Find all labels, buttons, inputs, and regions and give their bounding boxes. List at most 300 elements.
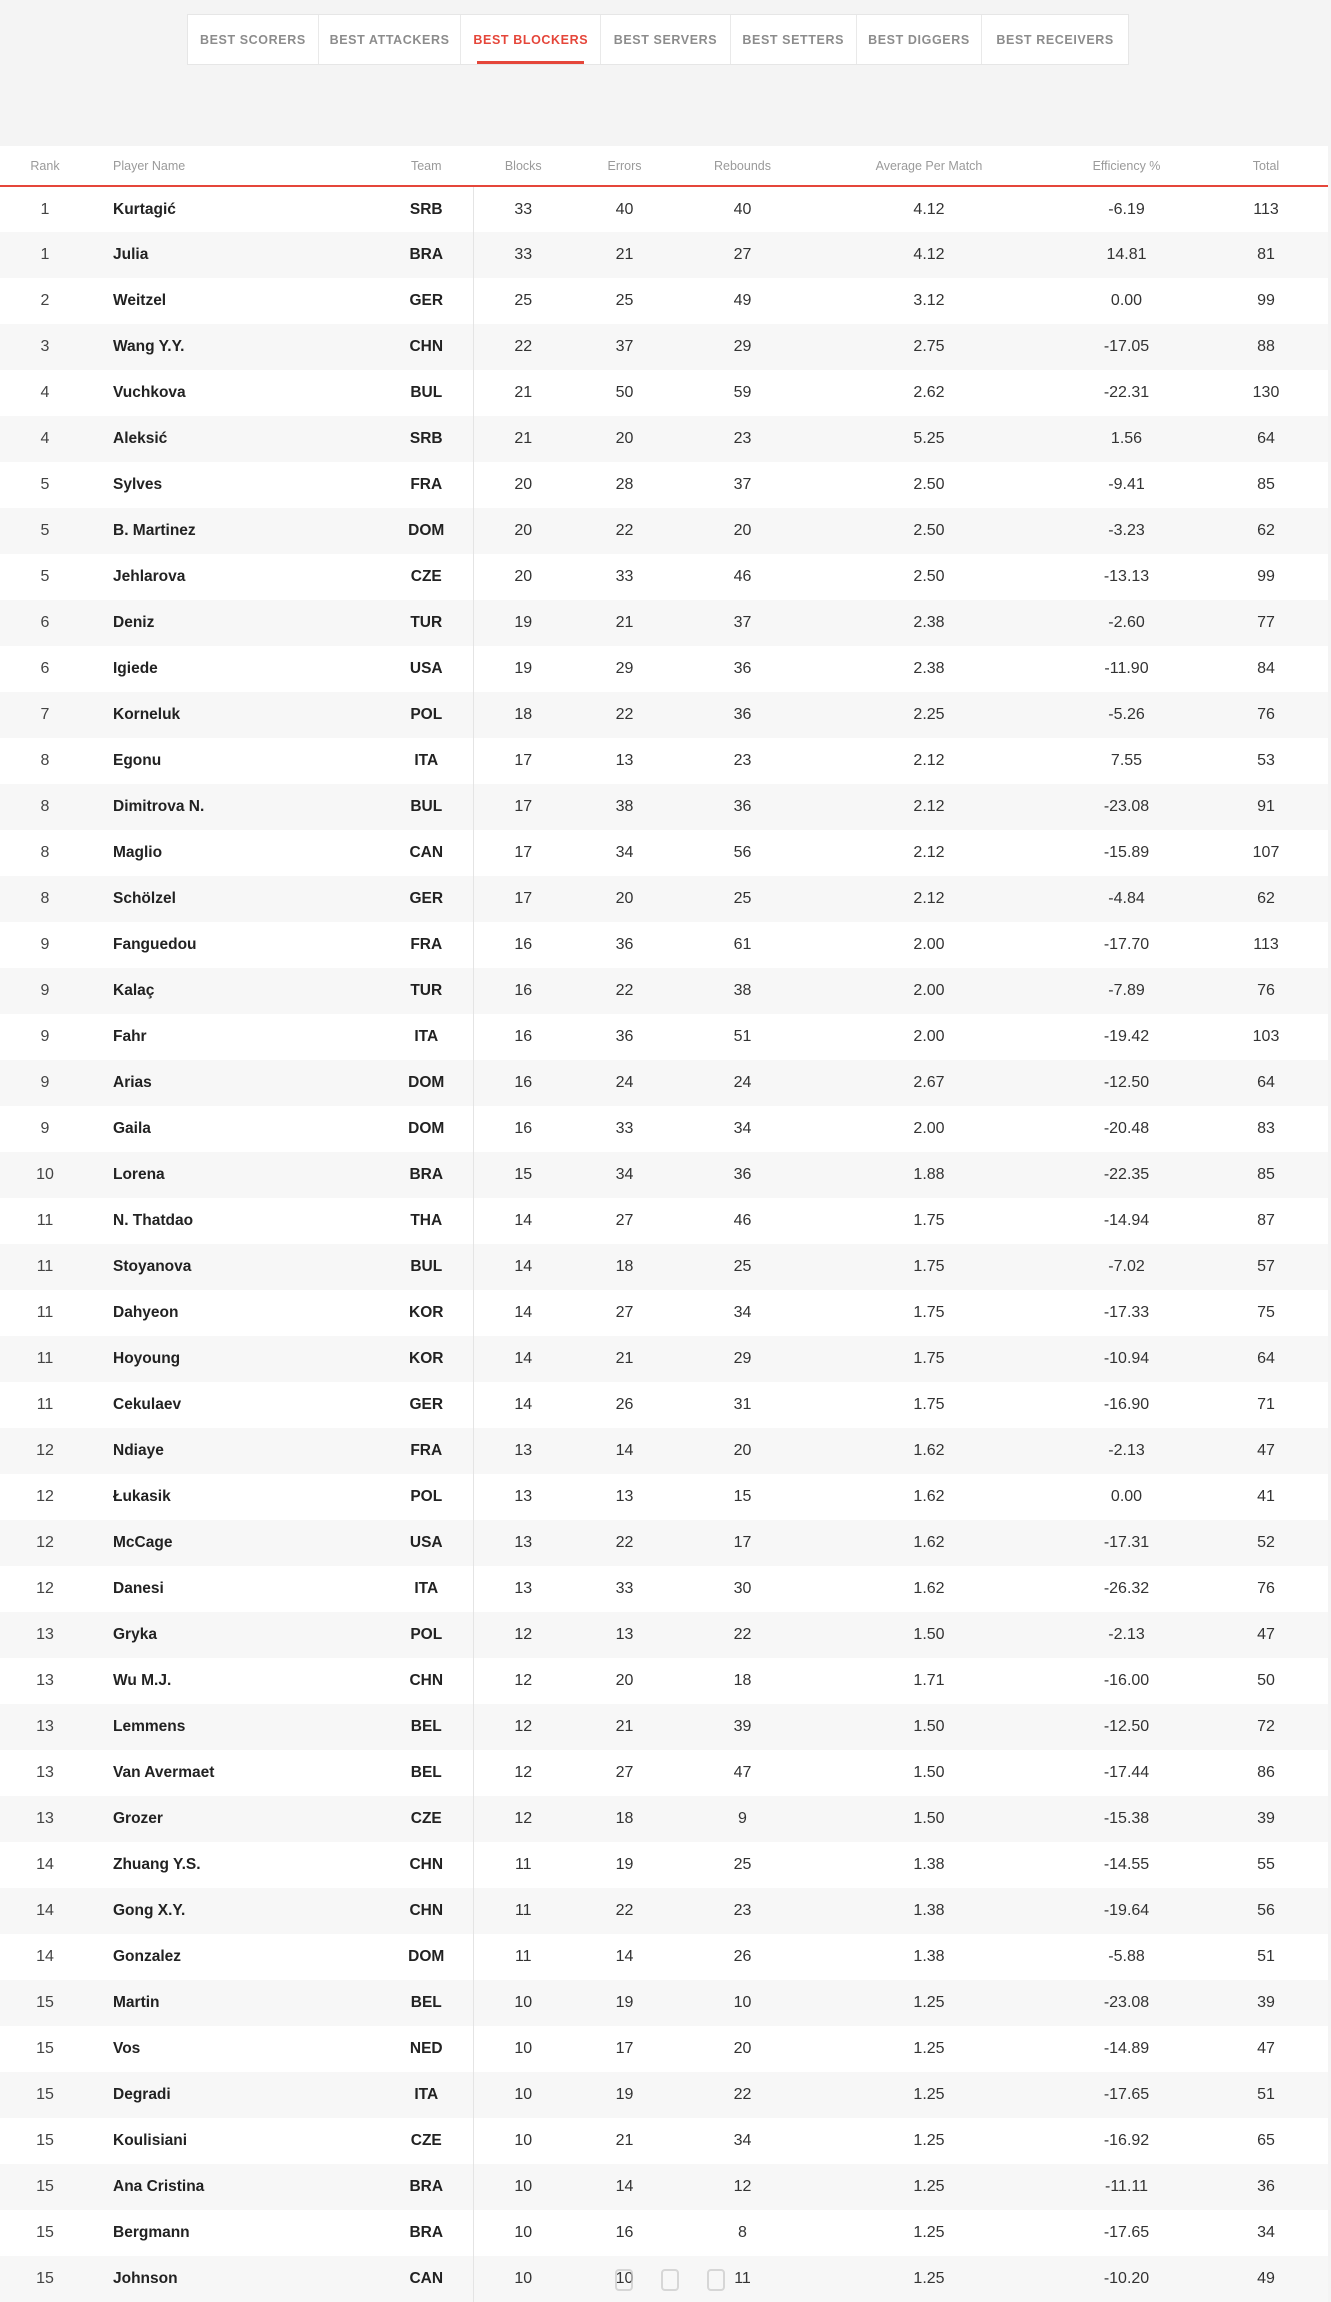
cell-rebounds: 37 [733, 476, 752, 493]
cell-player-name[interactable]: Julia [113, 246, 149, 263]
cell-blocks: 20 [514, 522, 533, 539]
table-row[interactable] [0, 462, 1328, 508]
cell-player-name[interactable]: Koulisiani [113, 2132, 188, 2149]
table-row[interactable] [0, 1290, 1328, 1336]
table-row[interactable] [0, 876, 1328, 922]
tab-best-blockers[interactable]: BEST BLOCKERS [461, 15, 601, 64]
cell-rebounds: 36 [733, 798, 752, 815]
cell-average-per-match: 3.12 [913, 292, 945, 309]
cell-efficiency: -11.90 [1104, 660, 1149, 677]
cell-player-name[interactable]: Kalaç [113, 982, 155, 999]
table-row[interactable] [0, 1428, 1328, 1474]
cell-errors: 16 [615, 2224, 634, 2241]
table-row[interactable] [0, 1750, 1328, 1796]
table-row[interactable] [0, 1658, 1328, 1704]
cell-average-per-match: 2.00 [913, 1120, 945, 1137]
cell-total: 99 [1257, 568, 1275, 585]
cell-rank: 15 [36, 2224, 54, 2241]
cell-player-name[interactable]: Lorena [113, 1166, 165, 1183]
cell-average-per-match: 2.50 [913, 568, 945, 585]
cell-player-name[interactable]: Hoyoung [113, 1350, 181, 1367]
cell-rank: 11 [36, 1304, 54, 1321]
cell-blocks: 12 [514, 1810, 533, 1827]
cell-rebounds: 25 [733, 1856, 752, 1873]
cell-total: 64 [1257, 1350, 1275, 1367]
cell-player-name[interactable]: McCage [113, 1534, 173, 1551]
tab-best-diggers[interactable]: BEST DIGGERS [857, 15, 983, 64]
cell-rebounds: 29 [733, 1350, 752, 1367]
cell-team: SRB [380, 416, 473, 462]
cell-player-name[interactable]: Stoyanova [113, 1258, 192, 1275]
table-row[interactable] [0, 416, 1328, 462]
table-row[interactable] [0, 1244, 1328, 1290]
cell-efficiency: -17.05 [1103, 338, 1150, 355]
cell-blocks: 10 [514, 2086, 533, 2103]
table-row[interactable] [0, 1520, 1328, 1566]
cell-player-name[interactable]: Dimitrova N. [113, 798, 205, 815]
cell-blocks: 14 [514, 1350, 533, 1367]
cell-average-per-match: 1.75 [913, 1350, 945, 1367]
cell-average-per-match: 2.62 [913, 384, 945, 401]
cell-blocks: 14 [514, 1304, 533, 1321]
cell-total: 86 [1257, 1764, 1275, 1781]
cell-average-per-match: 1.50 [913, 1764, 945, 1781]
cell-rebounds: 61 [733, 936, 752, 953]
cell-player-name[interactable]: Maglio [113, 844, 163, 861]
table-row[interactable] [0, 1796, 1328, 1842]
cell-blocks: 33 [514, 246, 533, 263]
cell-team: DOM [380, 508, 473, 554]
cell-errors: 29 [615, 660, 634, 677]
cell-player-name[interactable]: Wu M.J. [113, 1672, 172, 1689]
cell-blocks: 10 [514, 1994, 533, 2011]
cell-total: 49 [1257, 2270, 1275, 2287]
table-row[interactable] [0, 830, 1328, 876]
cell-rank: 11 [36, 1350, 54, 1367]
cell-errors: 37 [615, 338, 634, 355]
cell-rank: 11 [36, 1258, 54, 1275]
cell-total: 71 [1257, 1396, 1275, 1413]
cell-rebounds: 8 [738, 2224, 747, 2241]
cell-rebounds: 39 [733, 1718, 752, 1735]
table-row[interactable] [0, 738, 1328, 784]
cell-team: SRB [380, 186, 473, 232]
table-row[interactable] [0, 1842, 1328, 1888]
cell-player-name[interactable]: Grozer [113, 1810, 163, 1827]
cell-blocks: 16 [514, 936, 533, 953]
cell-player-name[interactable]: Lemmens [113, 1718, 186, 1735]
cell-rebounds: 26 [733, 1948, 752, 1965]
cell-rank: 7 [40, 706, 50, 723]
cell-rank: 8 [40, 752, 50, 769]
cell-player-name[interactable]: Cekulaev [113, 1396, 182, 1413]
table-row[interactable] [0, 2072, 1328, 2118]
cell-team: BUL [380, 1244, 473, 1290]
cell-rank: 8 [40, 890, 50, 907]
cell-efficiency: 0.00 [1110, 292, 1143, 309]
cell-blocks: 18 [514, 706, 533, 723]
cell-player-name[interactable]: Arias [113, 1074, 152, 1091]
cell-player-name[interactable]: Fahr [113, 1028, 147, 1045]
cell-player-name[interactable]: N. Thatdao [113, 1212, 194, 1229]
cell-average-per-match: 1.88 [913, 1166, 945, 1183]
cell-average-per-match: 1.50 [913, 1810, 945, 1827]
header-rank[interactable]: Rank [30, 158, 60, 173]
cell-errors: 21 [615, 614, 634, 631]
cell-team: BUL [380, 784, 473, 830]
cell-rank: 11 [36, 1396, 54, 1413]
cell-blocks: 11 [514, 1948, 532, 1965]
cell-blocks: 21 [514, 430, 533, 447]
cell-errors: 20 [615, 1672, 634, 1689]
tab-best-receivers[interactable]: BEST RECEIVERS [996, 32, 1114, 47]
cell-team: BUL [380, 370, 473, 416]
table-row[interactable] [0, 2256, 1328, 2302]
cell-efficiency: -5.26 [1108, 706, 1145, 723]
cell-total: 81 [1257, 246, 1275, 263]
cell-player-name[interactable]: Schölzel [113, 890, 176, 907]
stats-category-tabs [187, 14, 1129, 65]
table-row[interactable] [0, 554, 1328, 600]
cell-rebounds: 17 [733, 1534, 752, 1551]
cell-rebounds: 36 [733, 660, 752, 677]
table-row[interactable] [0, 692, 1328, 738]
cell-errors: 33 [615, 568, 634, 585]
cell-average-per-match: 4.12 [913, 246, 945, 263]
cell-rank: 8 [40, 844, 50, 861]
cell-player-name[interactable]: Vos [113, 2040, 141, 2057]
cell-player-name[interactable]: Deniz [113, 614, 155, 631]
cell-player-name[interactable]: Danesi [113, 1580, 164, 1597]
cell-player-name[interactable]: Ana Cristina [113, 2178, 205, 2195]
cell-total: 51 [1257, 1948, 1275, 1965]
table-row[interactable] [0, 1106, 1328, 1152]
cell-efficiency: -4.84 [1108, 890, 1145, 907]
cell-efficiency: -17.65 [1103, 2086, 1150, 2103]
cell-efficiency: -19.42 [1103, 1028, 1150, 1045]
table-row[interactable] [0, 370, 1328, 416]
cell-errors: 22 [615, 522, 634, 539]
cell-player-name[interactable]: Łukasik [113, 1488, 171, 1505]
cell-team: CHN [380, 1842, 473, 1888]
table-row[interactable] [0, 1704, 1328, 1750]
cell-average-per-match: 2.25 [913, 706, 945, 723]
cell-rank: 3 [40, 338, 50, 355]
cell-player-name[interactable]: Weitzel [113, 292, 167, 309]
cell-player-name[interactable]: Zhuang Y.S. [113, 1856, 201, 1873]
cell-player-name[interactable]: Martin [113, 1994, 160, 2011]
cell-rebounds: 20 [733, 522, 752, 539]
cell-errors: 22 [615, 706, 634, 723]
cell-player-name[interactable]: B. Martinez [113, 522, 196, 539]
cell-rank: 9 [40, 982, 50, 999]
cell-team: BRA [380, 2210, 473, 2256]
cell-rebounds: 38 [733, 982, 752, 999]
cell-average-per-match: 1.25 [913, 2270, 945, 2287]
cell-efficiency: -17.33 [1103, 1304, 1150, 1321]
cell-efficiency: -14.94 [1103, 1212, 1150, 1229]
cell-player-name[interactable]: Fanguedou [113, 936, 197, 953]
header-team[interactable]: Team [410, 158, 442, 173]
cell-blocks: 17 [514, 752, 533, 769]
table-row[interactable] [0, 1888, 1328, 1934]
header-average-per-match[interactable]: Average Per Match [875, 158, 983, 173]
cell-blocks: 17 [514, 798, 533, 815]
cell-efficiency: -16.00 [1103, 1672, 1150, 1689]
cell-team: THA [380, 1198, 473, 1244]
cell-average-per-match: 1.25 [913, 2178, 945, 2195]
cell-average-per-match: 2.00 [913, 936, 945, 953]
cell-blocks: 10 [514, 2040, 533, 2057]
cell-team: TUR [380, 600, 473, 646]
cell-team: BEL [380, 1980, 473, 2026]
cell-efficiency: -11.11 [1105, 2178, 1148, 2195]
cell-team: CZE [380, 1796, 473, 1842]
cell-average-per-match: 1.25 [913, 2086, 945, 2103]
cell-efficiency: -14.89 [1103, 2040, 1150, 2057]
cell-average-per-match: 2.67 [913, 1074, 945, 1091]
table-row[interactable] [0, 232, 1328, 278]
cell-errors: 14 [615, 1948, 634, 1965]
table-row[interactable] [0, 600, 1328, 646]
cell-total: 55 [1257, 1856, 1275, 1873]
cell-rank: 14 [36, 1856, 54, 1873]
cell-rank: 6 [40, 614, 50, 631]
cell-team: POL [380, 1612, 473, 1658]
table-row[interactable] [0, 1014, 1328, 1060]
table-row[interactable] [0, 968, 1328, 1014]
cell-total: 65 [1257, 2132, 1275, 2149]
header-blocks[interactable]: Blocks [504, 158, 542, 173]
cell-efficiency: -15.89 [1103, 844, 1150, 861]
cell-efficiency: -14.55 [1103, 1856, 1150, 1873]
table-row[interactable] [0, 784, 1328, 830]
cell-rebounds: 25 [733, 890, 752, 907]
cell-average-per-match: 1.25 [913, 1994, 945, 2011]
cell-blocks: 12 [514, 1626, 533, 1643]
table-row[interactable] [0, 646, 1328, 692]
cell-total: 41 [1257, 1488, 1275, 1505]
cell-errors: 27 [615, 1304, 634, 1321]
cell-total: 64 [1257, 1074, 1275, 1091]
cell-errors: 18 [615, 1810, 634, 1827]
header-rebounds[interactable]: Rebounds [714, 158, 771, 173]
cell-rank: 1 [40, 246, 50, 263]
cell-blocks: 15 [514, 1166, 533, 1183]
cell-efficiency: -2.13 [1108, 1626, 1145, 1643]
cell-team: FRA [380, 922, 473, 968]
cell-total: 77 [1257, 614, 1275, 631]
cell-errors: 34 [615, 1166, 634, 1183]
cell-player-name[interactable]: Vuchkova [113, 384, 186, 401]
table-row[interactable] [0, 1474, 1328, 1520]
cell-average-per-match: 1.75 [913, 1212, 945, 1229]
cell-rebounds: 56 [733, 844, 752, 861]
cell-player-name[interactable]: Gonzalez [113, 1948, 182, 1965]
cell-rebounds: 23 [733, 1902, 752, 1919]
cell-rank: 15 [36, 2040, 54, 2057]
cell-player-name[interactable]: Igiede [113, 660, 158, 677]
cell-errors: 14 [615, 2178, 634, 2195]
cell-rebounds: 46 [733, 1212, 752, 1229]
tab-best-servers[interactable]: BEST SERVERS [601, 15, 731, 64]
cell-errors: 33 [615, 1580, 634, 1597]
cell-rank: 6 [40, 660, 50, 677]
cell-efficiency: -26.32 [1103, 1580, 1150, 1597]
cell-average-per-match: 1.25 [913, 2224, 945, 2241]
cell-rank: 9 [40, 1120, 50, 1137]
cell-efficiency: -6.19 [1108, 200, 1145, 218]
cell-player-name[interactable]: Gaila [113, 1120, 151, 1137]
cell-rebounds: 34 [733, 1304, 752, 1321]
cell-efficiency: -19.64 [1103, 1902, 1150, 1919]
cell-team: DOM [380, 1106, 473, 1152]
cell-player-name[interactable]: Bergmann [113, 2224, 190, 2241]
cell-total: 36 [1257, 2178, 1275, 2195]
cell-player-name[interactable]: Sylves [113, 476, 163, 493]
cell-player-name[interactable]: Gryka [113, 1626, 157, 1643]
cell-errors: 21 [615, 1718, 634, 1735]
cell-rank: 12 [36, 1442, 54, 1459]
cell-rebounds: 22 [733, 2086, 752, 2103]
cell-team: USA [380, 646, 473, 692]
cell-rank: 1 [40, 200, 50, 218]
table-row[interactable] [0, 1336, 1328, 1382]
table-row[interactable] [0, 1382, 1328, 1428]
cell-team: POL [380, 1474, 473, 1520]
table-row[interactable] [0, 1612, 1328, 1658]
table-row[interactable] [0, 1152, 1328, 1198]
cell-team: CHN [380, 1658, 473, 1704]
cell-blocks: 19 [514, 614, 533, 631]
cell-errors: 13 [615, 752, 634, 769]
table-row[interactable] [0, 324, 1328, 370]
cell-team: ITA [380, 738, 473, 784]
cell-team: CAN [380, 830, 473, 876]
table-row[interactable] [0, 2210, 1328, 2256]
cell-rank: 2 [40, 292, 50, 309]
cell-errors: 27 [615, 1212, 634, 1229]
header-efficiency[interactable]: Efficiency % [1092, 158, 1161, 173]
cell-errors: 22 [615, 1902, 634, 1919]
cell-efficiency: -17.44 [1103, 1764, 1150, 1781]
header-errors[interactable]: Errors [607, 158, 642, 173]
cell-blocks: 11 [514, 1856, 532, 1873]
cell-errors: 17 [615, 2040, 634, 2057]
cell-rank: 13 [36, 1626, 54, 1643]
cell-total: 83 [1257, 1120, 1275, 1137]
cell-rank: 14 [36, 1948, 54, 1965]
cell-errors: 36 [615, 936, 634, 953]
cell-rebounds: 31 [733, 1396, 752, 1413]
table-row[interactable] [0, 1060, 1328, 1106]
cell-rank: 13 [36, 1672, 54, 1689]
header-player-name[interactable]: Player Name [113, 158, 186, 173]
cell-player-name[interactable]: Degradi [113, 2086, 171, 2103]
cell-team: ITA [380, 1014, 473, 1060]
cell-average-per-match: 1.50 [913, 1626, 945, 1643]
table-row[interactable] [0, 922, 1328, 968]
cell-team: ITA [380, 1566, 473, 1612]
cell-rebounds: 36 [733, 706, 752, 723]
cell-errors: 50 [615, 384, 634, 401]
tab-best-attackers[interactable]: BEST ATTACKERS [319, 15, 462, 64]
cell-player-name[interactable]: Kurtagić [113, 200, 176, 218]
cell-team: CHN [380, 1888, 473, 1934]
table-row[interactable] [0, 1566, 1328, 1612]
cell-total: 113 [1253, 200, 1279, 218]
table-row[interactable] [0, 2026, 1328, 2072]
cell-total: 87 [1257, 1212, 1275, 1229]
cell-efficiency: -13.13 [1103, 568, 1150, 585]
cell-team: CAN [380, 2256, 473, 2302]
cell-average-per-match: 1.75 [913, 1304, 945, 1321]
cell-rebounds: 11 [734, 2270, 751, 2287]
cell-errors: 33 [615, 1120, 634, 1137]
header-total[interactable]: Total [1252, 158, 1280, 173]
cell-errors: 21 [615, 2132, 634, 2149]
cell-efficiency: -9.41 [1108, 476, 1145, 493]
cell-errors: 21 [615, 1350, 634, 1367]
cell-total: 75 [1257, 1304, 1275, 1321]
cell-efficiency: -3.23 [1108, 522, 1145, 539]
cell-rebounds: 47 [733, 1764, 752, 1781]
cell-average-per-match: 1.25 [913, 2040, 945, 2057]
table-row[interactable] [0, 1198, 1328, 1244]
tab-best-setters[interactable]: BEST SETTERS [731, 15, 857, 64]
tab-best-scorers[interactable]: BEST SCORERS [188, 15, 319, 64]
cell-player-name[interactable]: Wang Y.Y. [113, 338, 185, 355]
cell-errors: 13 [615, 1488, 634, 1505]
table-row[interactable] [0, 1980, 1328, 2026]
table-row[interactable] [0, 278, 1328, 324]
cell-player-name[interactable]: Aleksić [113, 430, 168, 447]
cell-rank: 9 [40, 936, 50, 953]
cell-efficiency: -17.65 [1103, 2224, 1150, 2241]
cell-team: BRA [380, 2164, 473, 2210]
cell-player-name[interactable]: Jehlarova [113, 568, 186, 585]
cell-efficiency: -12.50 [1103, 1718, 1150, 1735]
cell-player-name[interactable]: Dahyeon [113, 1304, 179, 1321]
cell-player-name[interactable]: Johnson [113, 2270, 178, 2287]
table-row[interactable] [0, 2118, 1328, 2164]
table-row[interactable] [0, 1934, 1328, 1980]
cell-average-per-match: 2.12 [913, 844, 945, 861]
table-row[interactable] [0, 186, 1328, 232]
cell-errors: 28 [615, 476, 634, 493]
cell-player-name[interactable]: Korneluk [113, 706, 181, 723]
table-row[interactable] [0, 2164, 1328, 2210]
cell-blocks: 19 [514, 660, 533, 677]
cell-blocks: 14 [514, 1258, 533, 1275]
cell-efficiency: -23.08 [1103, 798, 1150, 815]
cell-blocks: 14 [514, 1212, 533, 1229]
cell-team: GER [380, 1382, 473, 1428]
cell-player-name[interactable]: Gong X.Y. [113, 1902, 186, 1919]
cell-player-name[interactable]: Ndiaye [113, 1442, 164, 1459]
cell-average-per-match: 1.71 [913, 1672, 945, 1689]
cell-rebounds: 34 [733, 1120, 752, 1137]
cell-player-name[interactable]: Egonu [113, 752, 162, 769]
cell-efficiency: -10.20 [1103, 2270, 1150, 2287]
cell-rank: 5 [40, 476, 50, 493]
cell-rebounds: 18 [733, 1672, 752, 1689]
cell-average-per-match: 2.38 [913, 660, 945, 677]
cell-errors: 20 [615, 890, 634, 907]
cell-efficiency: 14.81 [1106, 246, 1147, 263]
cell-player-name[interactable]: Van Avermaet [113, 1764, 215, 1781]
table-row[interactable] [0, 508, 1328, 554]
